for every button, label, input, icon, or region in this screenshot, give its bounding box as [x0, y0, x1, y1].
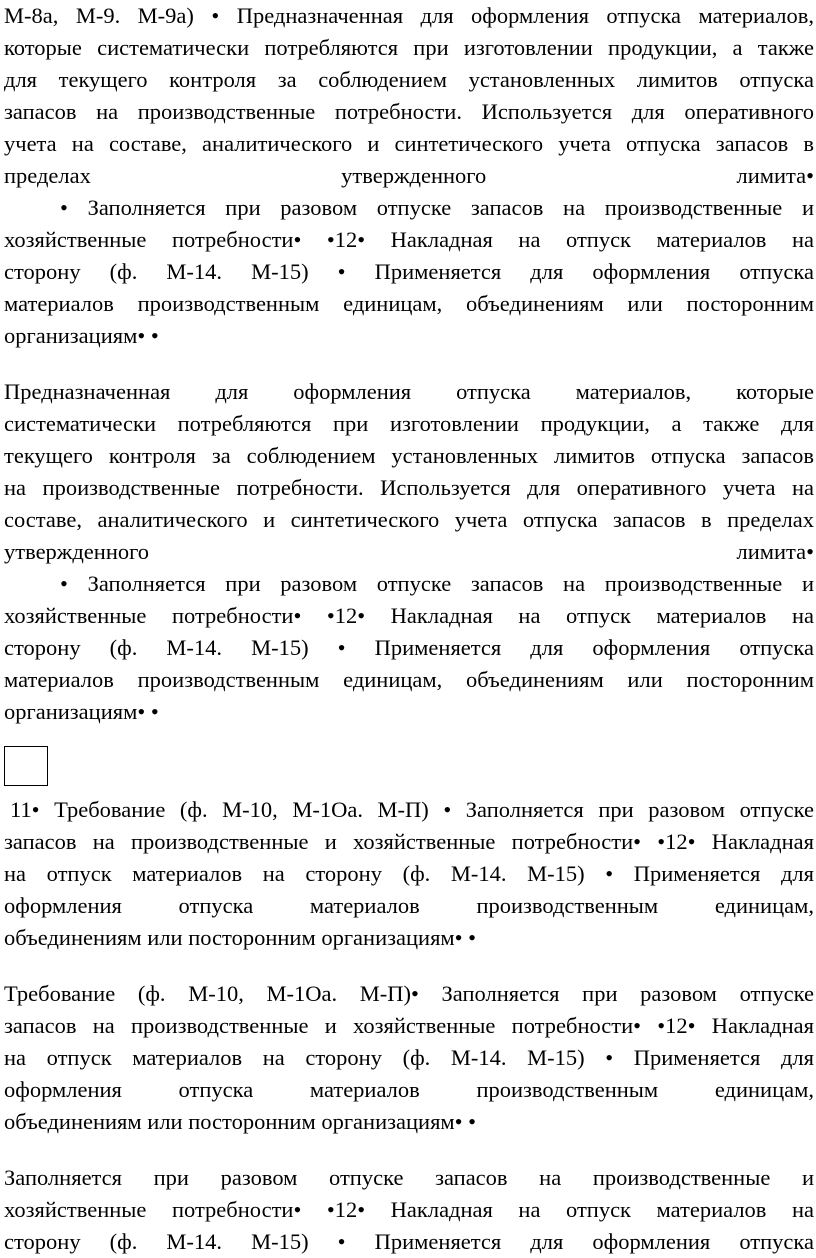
paragraph-4	[4, 978, 814, 1138]
document-page	[4, 0, 814, 1258]
text-line: запасов на производственные и хозяйственные потребности• •12• Накладная	[4, 1013, 814, 1038]
text-line: запасов на производственные потребности. Используется для оперативного	[4, 99, 814, 124]
text-line: • Заполняется при разовом отпуске запасов на производственные и	[60, 571, 814, 596]
text-line: сторону (ф. М-14. М-15) • Применяется для оформления отпуска	[4, 259, 814, 284]
text-line: Предназначенная для оформления отпуска материалов, которые	[4, 379, 814, 404]
text-line: учета на составе, аналитического и синтетического учета отпуска запасов в	[4, 131, 814, 156]
text-line: организациям• •	[4, 699, 159, 724]
text-line: систематически потребляются при изготовлении продукции, а также для	[4, 411, 814, 436]
text-line: хозяйственные потребности• •12• Накладная на отпуск материалов на	[4, 227, 814, 252]
text-line: организациям• •	[4, 323, 159, 348]
paragraph-5	[4, 1162, 814, 1258]
text-line: объединениям или посторонним организациям• •	[4, 925, 477, 950]
text-line: 11• Требование (ф. М-10, М-1Оа. М-П) • Заполняется при разовом отпуске	[10, 797, 814, 822]
text-line: хозяйственные потребности• •12• Накладная на отпуск материалов на	[4, 1197, 814, 1222]
text-line: запасов на производственные и хозяйственные потребности• •12• Накладная	[4, 829, 814, 854]
text-line: материалов производственным единицам, объединениям или посторонним	[4, 667, 814, 692]
text-line: М-8а, М-9. М-9а) • Предназначенная для оформления отпуска материалов,	[4, 3, 814, 28]
text-line: сторону (ф. М-14. М-15) • Применяется для оформления отпуска	[4, 635, 814, 660]
text-line: на производственные потребности. Используется для оперативного учета на	[4, 475, 814, 500]
text-line: хозяйственные потребности• •12• Накладная на отпуск материалов на	[4, 603, 814, 628]
text-line: утвержденного лимита•	[4, 539, 814, 564]
text-line: объединениям или посторонним организациям• •	[4, 1109, 477, 1134]
paragraph-spacer	[4, 1138, 814, 1162]
text-line: на отпуск материалов на сторону (ф. М-14. М-15) • Применяется для	[4, 1045, 814, 1070]
text-line: на отпуск материалов на сторону (ф. М-14. М-15) • Применяется для	[4, 861, 814, 886]
paragraph-spacer	[4, 954, 814, 978]
paragraph-2	[4, 376, 814, 728]
empty-box	[4, 746, 48, 786]
paragraph-spacer	[4, 352, 814, 376]
text-line: материалов производственным единицам, объединениям или посторонним	[4, 291, 814, 316]
paragraph-3	[4, 794, 814, 954]
text-line: которые систематически потребляются при изготовлении продукции, а также	[4, 35, 814, 60]
text-line: составе, аналитического и синтетического учета отпуска запасов в пределах	[4, 507, 814, 532]
text-line: оформления отпуска материалов производственным единицам,	[4, 893, 814, 918]
text-line: Заполняется при разовом отпуске запасов на производственные и	[4, 1165, 814, 1190]
text-line: для текущего контроля за соблюдением установленных лимитов отпуска	[4, 67, 814, 92]
text-line: • Заполняется при разовом отпуске запасов на производственные и	[60, 195, 814, 220]
text-line: текущего контроля за соблюдением установленных лимитов отпуска запасов	[4, 443, 814, 468]
text-line: Требование (ф. М-10, М-1Оа. М-П)• Заполняется при разовом отпуске	[4, 981, 814, 1006]
text-line: оформления отпуска материалов производственным единицам,	[4, 1077, 814, 1102]
text-line: сторону (ф. М-14. М-15) • Применяется для оформления отпуска	[4, 1229, 814, 1254]
text-line: пределах утвержденного лимита•	[4, 163, 814, 188]
paragraph-1	[4, 0, 814, 352]
